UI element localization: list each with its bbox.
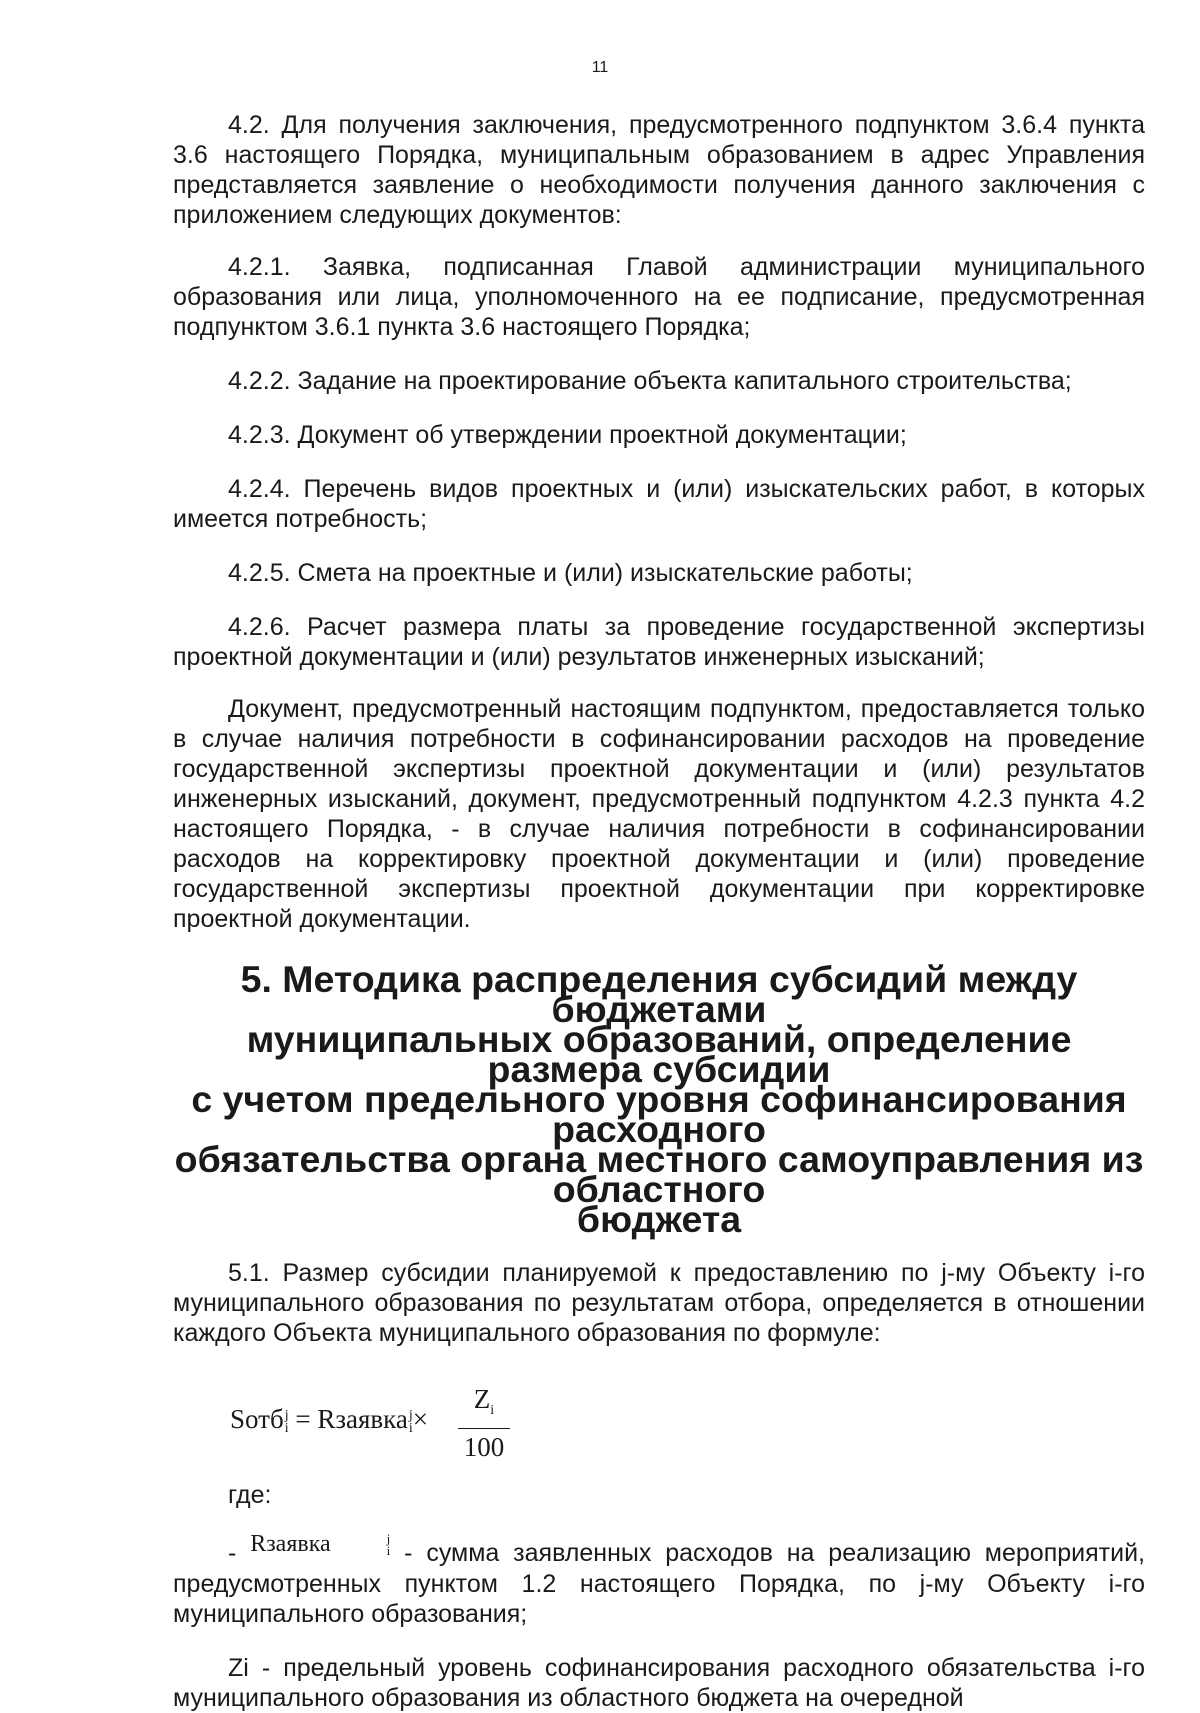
paragraph-zi-definition: Zi - предельный уровень софинансирования расходного обязательства i-го муниципального образования из областного бюджета на очередной bbox=[173, 1654, 1145, 1712]
section-5-heading bbox=[173, 958, 1145, 1240]
paragraph-4-2-3: 4.2.3. Документ об утверждении проектной документации; bbox=[228, 421, 907, 449]
paragraph-4-2-4: 4.2.4. Перечень видов проектных и (или) изыскательских работ, в которых имеется потребность; bbox=[173, 475, 1145, 533]
rz-description: - сумма заявленных расходов на реализацию мероприятий, предусмотренных пунктом 1.2 настоящего Порядка, по j-му Объекту i-го муниципального образования; bbox=[173, 1539, 1145, 1628]
formula-z: Z bbox=[473, 1384, 491, 1414]
index-j: j bbox=[386, 1531, 391, 1547]
where-label: где: bbox=[228, 1481, 272, 1509]
formula-denominator: 100 bbox=[463, 1432, 505, 1462]
formula-times: × bbox=[412, 1404, 428, 1434]
index-j: j bbox=[408, 1407, 413, 1423]
formula-fraction bbox=[458, 1382, 510, 1465]
heading-line: муниципальных образований, определение размера субсидии bbox=[246, 1018, 1072, 1090]
index-i: i bbox=[490, 1403, 495, 1418]
formula-sotb-indices bbox=[285, 1409, 289, 1435]
paragraph-rz-definition bbox=[173, 1531, 1145, 1629]
paragraph-4-2-1: 4.2.1. Заявка, подписанная Главой администрации муниципального образования или лица, уполномоченного на ее подписание, предусмотренная подпунктом 3.6.1 пункта 3.6 настоящего Порядка; bbox=[173, 253, 1145, 341]
formula-rzayavka: Rзаявка bbox=[317, 1404, 408, 1434]
paragraph-4-2: 4.2. Для получения заключения, предусмотренного подпунктом 3.6.4 пункта 3.6 настоящего Порядка, муниципальным образованием в адрес Управления представляется заявление о необходимости получения данного заключения с приложением следующих документов: bbox=[173, 111, 1145, 229]
rz-term bbox=[250, 1531, 390, 1557]
rz-name: Rзаявка bbox=[250, 1531, 331, 1557]
heading-line: обязательства органа местного самоуправления из областного bbox=[174, 1138, 1144, 1210]
heading-line: бюджета bbox=[576, 1198, 742, 1240]
heading-line: 5. Методика распределения субсидий между бюджетами bbox=[240, 958, 1078, 1030]
paragraph-4-2-2: 4.2.2. Задание на проектирование объекта капитального строительства; bbox=[228, 367, 1072, 395]
rz-indices bbox=[332, 1533, 391, 1557]
index-j: j bbox=[284, 1407, 289, 1423]
paragraph-4-2-6: 4.2.6. Расчет размера платы за проведение государственной экспертизы проектной документации и (или) результатов инженерных изысканий; bbox=[173, 613, 1145, 671]
formula-equals: = bbox=[295, 1404, 311, 1434]
formula-left-side bbox=[230, 1404, 428, 1435]
page-number: 11 bbox=[591, 59, 609, 76]
index-i: i bbox=[386, 1543, 391, 1559]
paragraph-4-2-5: 4.2.5. Смета на проектные и (или) изыскательские работы; bbox=[228, 559, 913, 587]
rz-dash: - bbox=[228, 1539, 237, 1567]
index-i: i bbox=[284, 1420, 289, 1436]
subsidy-formula bbox=[230, 1382, 1145, 1462]
formula-numerator bbox=[458, 1382, 510, 1429]
paragraph-5-1: 5.1. Размер субсидии планируемой к предоставлению по j-му Объекту i-го муниципального образования по результатам отбора, определяется в отношении каждого Объекта муниципального образования по формуле: bbox=[173, 1259, 1145, 1347]
formula-sotb: Sотб bbox=[230, 1404, 284, 1434]
paragraph-note: Документ, предусмотренный настоящим подпунктом, предоставляется только в случае наличия потребности в софинансировании расходов на проведение государственной экспертизы проектной документации и (или) результатов инженерных изысканий, документ, предусмотренный подпунктом 4.2.3 пункта 4.2 настоящего Порядка, - в случае наличия потребности в софинансировании расходов на корректировку проектной документации и (или) проведение государственной экспертизы проектной документации при корректировке проектной документации. bbox=[173, 695, 1145, 933]
page-content bbox=[173, 110, 1145, 1713]
index-i: i bbox=[408, 1420, 413, 1436]
heading-line: с учетом предельного уровня софинансирования расходного bbox=[191, 1078, 1127, 1150]
